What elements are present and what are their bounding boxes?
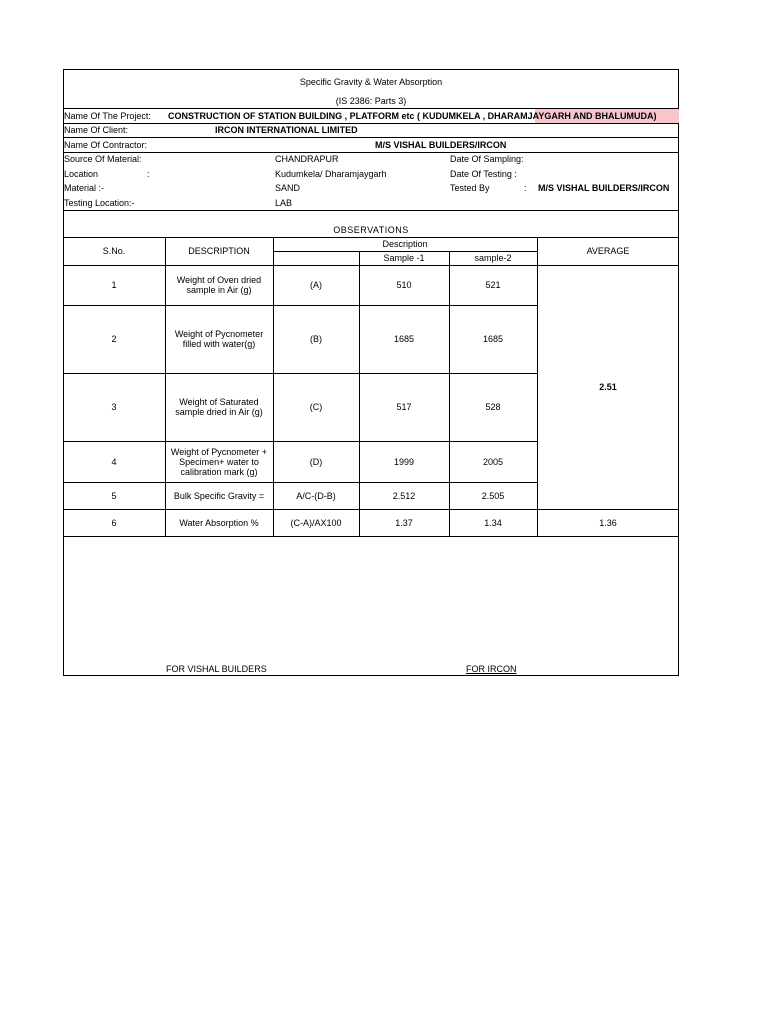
row-4-sno: 4 (111, 456, 117, 467)
row-1-description: Weight of Oven dried sample in Air (g) (176, 275, 262, 295)
average-value: 2.51 (599, 382, 617, 392)
row-3-sno: 3 (111, 402, 117, 412)
date-sampling-label: Date Of Sampling: (450, 154, 524, 164)
row-6-symbol: (C-A)/AX100 (290, 517, 342, 528)
divider (63, 137, 679, 138)
project-value-part-b: ARH AND BHALUMUDA) (551, 111, 657, 121)
tested-by-colon: : (524, 183, 527, 193)
row-1-symbol: (A) (310, 280, 322, 290)
row-1-sample-2: 521 (485, 280, 501, 290)
row-2-sample-1: 1685 (393, 334, 415, 344)
testing-location-label: Testing Location:- (64, 198, 135, 208)
row-4-sample-1: 1999 (393, 456, 415, 467)
contractor-value: M/S VISHAL BUILDERS/IRCON (375, 140, 507, 150)
row-6-average: 1.36 (599, 517, 617, 528)
row-3-description: Weight of Saturated sample dried in Air (g) (175, 397, 263, 417)
row-5-sample-1: 2.512 (392, 490, 416, 501)
row-5-symbol: A/C-(D-B) (296, 490, 336, 501)
project-label: Name Of The Project: (64, 111, 151, 121)
header-description: DESCRIPTION (188, 246, 250, 256)
row-3-sample-2: 528 (485, 402, 501, 412)
header-sample-1: Sample -1 (383, 253, 425, 263)
testing-location-value: LAB (275, 198, 293, 208)
row-5-sample-2: 2.505 (481, 490, 505, 501)
header-description-group: Description (382, 239, 428, 249)
row-4-description: Weight of Pycnometer + Specimen+ water to calibration mark (g) (170, 446, 268, 477)
divider (63, 152, 679, 153)
row-5-sno: 5 (111, 490, 117, 501)
project-value-part-a: CONSTRUCTION OF STATION BUILDING , PLATFORM etc ( KUDUMKELA , DHARAMJAYG (168, 111, 552, 121)
tested-by-label: Tested By (450, 183, 490, 193)
row-1-sample-1: 510 (396, 280, 412, 290)
observations-title: OBSERVATIONS (333, 225, 409, 235)
material-value: SAND (275, 183, 301, 193)
row-2-sno: 2 (111, 334, 117, 344)
row-3-symbol: (C) (309, 402, 323, 412)
row-5-description: Bulk Specific Gravity = (173, 490, 265, 501)
header-sno: S.No. (102, 246, 126, 256)
row-4-symbol: (D) (309, 456, 323, 467)
row-2-sample-2: 1685 (482, 334, 504, 344)
signature-ircon: FOR IRCON (466, 664, 517, 674)
contractor-label: Name Of Contractor: (64, 140, 148, 150)
source-label: Source Of Material: (64, 154, 142, 164)
client-value: IRCON INTERNATIONAL LIMITED (215, 125, 358, 135)
row-4-sample-2: 2005 (482, 456, 504, 467)
divider (63, 210, 679, 211)
date-testing-label: Date Of Testing : (450, 169, 517, 179)
row-2-description: Weight of Pycnometer filled with water(g) (174, 329, 264, 349)
row-1-sno: 1 (111, 280, 117, 290)
row-6-sample-1: 1.37 (395, 517, 413, 528)
divider (63, 123, 679, 124)
row-2-symbol: (B) (310, 334, 322, 344)
table-bottom-border (63, 536, 679, 537)
row-6-sample-2: 1.34 (484, 517, 502, 528)
tested-by-value: M/S VISHAL BUILDERS/IRCON (538, 183, 670, 193)
divider (63, 108, 679, 109)
signature-vishal-builders: FOR VISHAL BUILDERS (166, 664, 267, 674)
header-sample-2: sample-2 (474, 253, 512, 263)
location-value: Kudumkela/ Dharamjaygarh (275, 169, 387, 179)
row-3-sample-1: 517 (396, 402, 412, 412)
material-label: Material :- (64, 183, 105, 193)
location-label: Location (64, 169, 99, 179)
source-value: CHANDRAPUR (275, 154, 339, 164)
project-value (168, 111, 656, 121)
row-6-sno: 6 (111, 517, 117, 528)
header-average: AVERAGE (586, 246, 630, 256)
location-colon: : (147, 169, 150, 179)
client-label: Name Of Client: (64, 125, 129, 135)
report-title: Specific Gravity & Water Absorption (299, 77, 443, 87)
report-standard: (IS 2386: Parts 3) (335, 96, 407, 106)
row-6-description: Water Absorption % (179, 517, 259, 528)
